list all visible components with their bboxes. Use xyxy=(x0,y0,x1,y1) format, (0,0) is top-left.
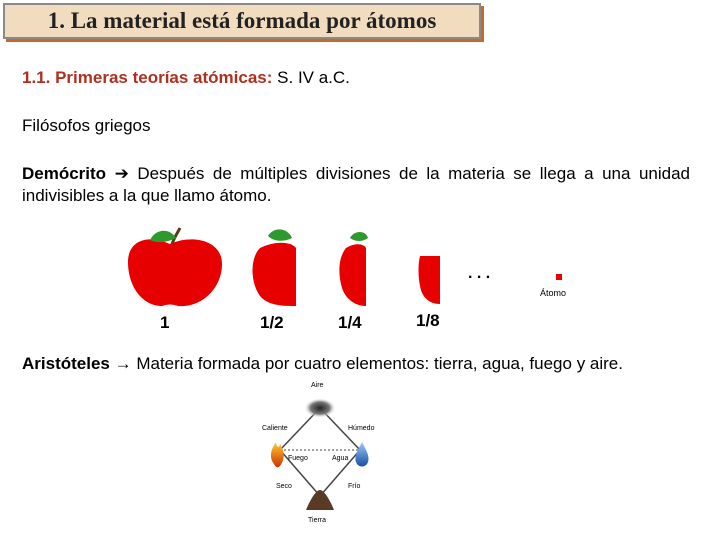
title-banner xyxy=(3,3,481,39)
label-water: Agua xyxy=(332,455,349,462)
arrow-icon: ➔ xyxy=(114,164,129,183)
page-title: 1. La material está formada por átomos xyxy=(47,8,437,33)
label-hot: Caliente xyxy=(262,425,288,432)
label-cold: Frío xyxy=(348,483,361,490)
label-wet: Húmedo xyxy=(348,425,375,432)
aristotle-paragraph xyxy=(22,353,690,375)
apple-half xyxy=(253,229,297,306)
democritus-paragraph xyxy=(22,163,690,207)
apple-eighth xyxy=(419,256,441,304)
aristotle-text: Materia formada por cuatro elementos: tierra, agua, fuego y aire. xyxy=(136,354,623,373)
aristotle-name: Aristóteles xyxy=(22,354,110,373)
air-cloud-icon xyxy=(304,398,336,418)
atom-square xyxy=(556,274,562,280)
fraction-label-4: 1/8 xyxy=(416,311,440,330)
section-heading xyxy=(22,68,350,88)
ellipsis-dots: . . . xyxy=(468,265,491,282)
fraction-label-2: 1/2 xyxy=(260,313,284,332)
label-earth: Tierra xyxy=(308,517,327,524)
atom-label: Átomo xyxy=(540,288,567,298)
water-drop-icon xyxy=(355,442,368,467)
democritus-name: Demócrito xyxy=(22,164,107,183)
label-fire: Fuego xyxy=(288,455,308,462)
label-air: Aire xyxy=(311,382,324,389)
fraction-label-1: 1 xyxy=(160,313,170,332)
apple-division-figure xyxy=(120,222,580,334)
fraction-label-3: 1/4 xyxy=(338,313,362,332)
fire-flame-icon xyxy=(271,442,284,467)
four-elements-diagram xyxy=(250,376,390,526)
earth-pile-icon xyxy=(306,490,334,510)
democritus-text: Después de múltiples divisiones de la materia se llega a una unidad indivisibles a la que llamo átomo. xyxy=(22,164,690,205)
arrow-icon-2: → xyxy=(114,354,132,373)
section-period: S. IV a.C. xyxy=(277,68,350,87)
apple-quarter xyxy=(339,232,368,306)
apple-whole xyxy=(128,228,222,306)
section-label: 1.1. Primeras teorías atómicas: xyxy=(22,68,273,87)
intro-text: Filósofos griegos xyxy=(22,116,151,135)
label-dry: Seco xyxy=(276,483,292,490)
